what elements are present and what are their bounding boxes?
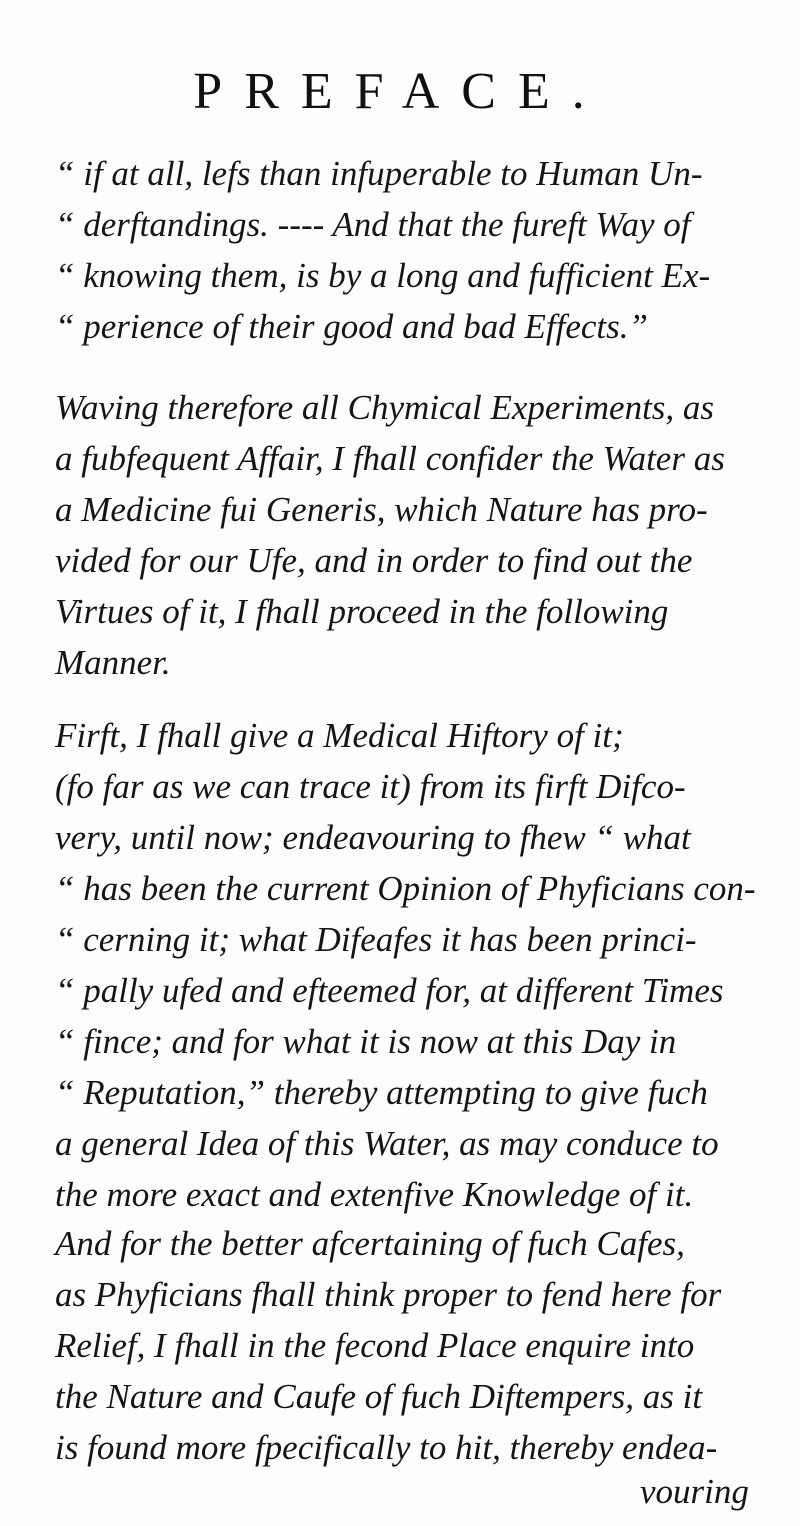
text-line: “ pally ufed and efteemed for, at different Times <box>55 971 724 1010</box>
text-line: very, until now; endeavouring to fhew “ what <box>55 818 691 857</box>
text-line: (fo far as we can trace it) from its firft Difco- <box>55 767 686 806</box>
text-line: a fubfequent Affair, I fhall confider the Water as <box>55 439 725 478</box>
text-line: as Phyficians fhall think proper to fend here for <box>55 1275 722 1314</box>
page-header: PREFACE. <box>193 63 607 120</box>
text-line: “ derftandings. ---- And that the fureft Way of <box>55 205 691 244</box>
text-line: Waving therefore all Chymical Experiments, as <box>55 388 715 427</box>
text-line: a general Idea of this Water, as may conduce to <box>55 1124 719 1163</box>
text-line: “ has been the current Opinion of Phyficians con- <box>55 869 756 908</box>
paragraph-first <box>55 710 785 1220</box>
text-line: Virtues of it, I fhall proceed in the following <box>55 592 669 631</box>
paragraph-better <box>55 1218 785 1473</box>
text-line: Relief, I fhall in the fecond Place enquire into <box>55 1326 695 1365</box>
text-line: Firft, I fhall give a Medical Hiftory of it; <box>55 716 624 755</box>
text-line: “ cerning it; what Difeafes it has been princi- <box>55 920 697 959</box>
paragraph-quote <box>55 148 785 352</box>
text-line: the Nature and Caufe of fuch Diftempers, as it <box>55 1377 703 1416</box>
paragraph-waving <box>55 382 785 688</box>
text-line: “ if at all, lefs than infuperable to Human Un- <box>55 154 703 193</box>
text-line: a Medicine fui Generis, which Nature has pro- <box>55 490 708 529</box>
text-line: “ perience of their good and bad Effects.” <box>55 307 648 346</box>
text-line: “ fince; and for what it is now at this Day in <box>55 1022 677 1061</box>
text-line: And for the better afcertaining of fuch Cafes, <box>55 1224 685 1263</box>
text-line: vided for our Ufe, and in order to find out the <box>55 541 693 580</box>
catchword: vouring <box>640 1472 749 1511</box>
text-line: “ knowing them, is by a long and fufficient Ex- <box>55 256 711 295</box>
text-line: “ Reputation,” thereby attempting to give fuch <box>55 1073 708 1112</box>
text-line: Manner. <box>55 643 171 682</box>
text-line: is found more fpecifically to hit, thereby endea- <box>55 1428 718 1467</box>
text-line: the more exact and extenfive Knowledge of it. <box>55 1175 694 1214</box>
